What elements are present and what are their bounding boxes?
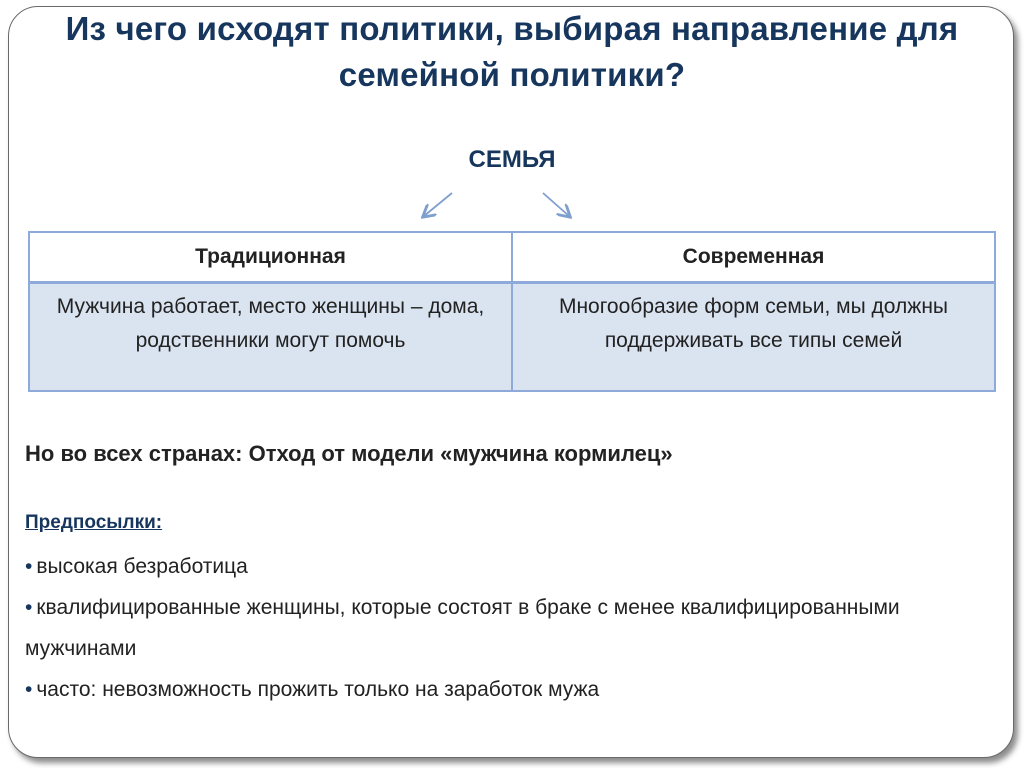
- cell-traditional: Мужчина работает, место женщины – дома, родственники могут помочь: [29, 283, 512, 391]
- tagline: Но во всех странах: Отход от модели «мужчина кормилец»: [25, 441, 673, 466]
- branch-arrows: [400, 186, 600, 226]
- bullet-icon: •: [25, 596, 33, 619]
- arrow-right-icon: [543, 193, 569, 216]
- list-item: [25, 546, 985, 587]
- bullet-icon: •: [25, 678, 33, 701]
- header-modern: Современная: [512, 232, 995, 283]
- list-item: [25, 587, 985, 669]
- cell-modern: Многообразие форм семьи, мы должны поддерживать все типы семей: [512, 283, 995, 391]
- table-header-row: [29, 232, 995, 283]
- list-item-text: высокая безработица: [36, 555, 248, 578]
- arrow-left-icon: [424, 193, 452, 216]
- prerequisites-heading: Предпосылки:: [25, 512, 163, 533]
- prerequisites-list: [25, 546, 985, 710]
- family-types-table: [28, 231, 996, 392]
- header-traditional: Традиционная: [29, 232, 512, 283]
- table-row: [29, 283, 995, 391]
- family-label: СЕМЬЯ: [468, 146, 556, 173]
- slide-title: Из чего исходят политики, выбирая направление для семейной политики?: [65, 10, 959, 93]
- list-item-text: квалифицированные женщины, которые состоят в браке с менее квалифицированными мужчинами: [25, 596, 900, 660]
- list-item: [25, 669, 985, 710]
- bullet-icon: •: [25, 555, 33, 578]
- list-item-text: часто: невозможность прожить только на заработок мужа: [36, 678, 600, 701]
